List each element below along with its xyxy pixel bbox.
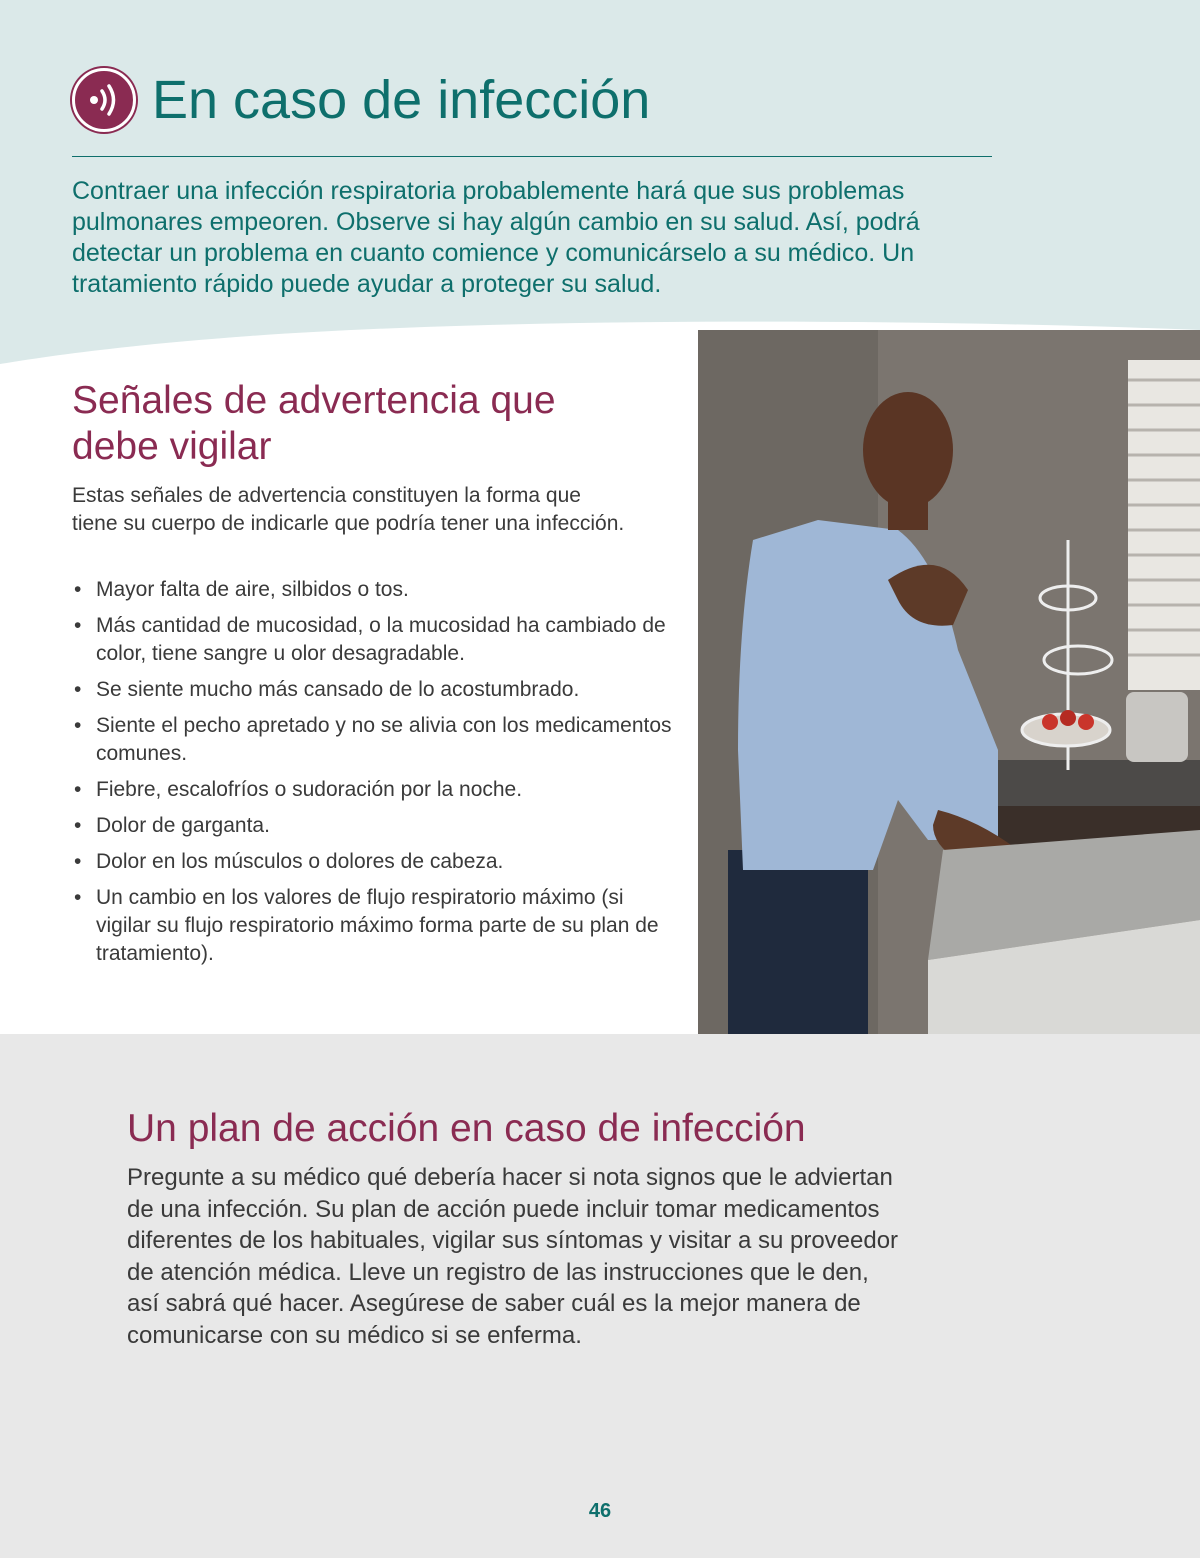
list-item-text: Dolor de garganta. [96,814,270,837]
list-item [72,612,672,668]
list-item-text: Fiebre, escalofríos o sudoración por la noche. [96,778,523,801]
bullet-icon: • [74,886,82,909]
list-item [72,712,672,768]
list-item-text: Dolor en los músculos o dolores de cabeza. [96,850,504,873]
list-item-text: Un cambio en los valores de flujo respiratorio máximo (si vigilar su flujo respiratorio máximo forma parte de su plan de tratamiento). [96,886,659,965]
bullet-icon: • [74,814,82,837]
bullet-icon: • [74,714,82,737]
bullet-icon: • [74,614,82,637]
list-item [72,576,672,604]
list-item [72,676,672,704]
man-holding-chest-photo [698,330,1200,1034]
warning-signs-heading: Señales de advertencia que debe vigilar [72,379,556,468]
page-title: En caso de infección [152,70,651,130]
page-number: 46 [588,1500,612,1522]
list-item-text: Mayor falta de aire, silbidos o tos. [96,578,409,601]
warning-signs-intro: Estas señales de advertencia constituyen la forma que tiene su cuerpo de indicarle que podría tener una infección. [72,484,625,535]
intro-paragraph: Contraer una infección respiratoria probablemente hará que sus problemas pulmonares empeoren. Observe si hay algún cambio en su salud. Así, podrá detectar un problema en cuanto comience y comunicárselo a su médico. Un tratamiento rápido puede ayudar a proteger su salud. [72,177,920,298]
sound-wave-icon [72,68,136,132]
action-plan-heading: Un plan de acción en caso de infección [127,1107,806,1150]
bullet-icon: • [74,850,82,873]
list-item [72,848,672,876]
list-item [72,812,672,840]
list-item-text: Siente el pecho apretado y no se alivia con los medicamentos comunes. [96,714,672,765]
list-item-text: Más cantidad de mucosidad, o la mucosidad ha cambiado de color, tiene sangre u olor desagradable. [96,614,666,665]
title-divider [72,156,992,157]
bullet-icon: • [74,678,82,701]
title-row [72,68,650,132]
action-plan-body: Pregunte a su médico qué debería hacer si nota signos que le adviertan de una infección. Su plan de acción puede incluir tomar medicamentos diferentes de los habituales, vigilar sus síntomas y visitar a su proveedor de atención médica. Lleve un registro de las instrucciones que le den, así sabrá qué hacer. Asegúrese de saber cuál es la mejor manera de comunicarse con su médico si se enferma. [127,1164,899,1349]
list-item [72,776,672,804]
bullet-icon: • [74,778,82,801]
warning-signs-list [72,576,672,976]
list-item [72,884,672,968]
list-item-text: Se siente mucho más cansado de lo acostumbrado. [96,678,580,701]
bullet-icon: • [74,578,82,601]
